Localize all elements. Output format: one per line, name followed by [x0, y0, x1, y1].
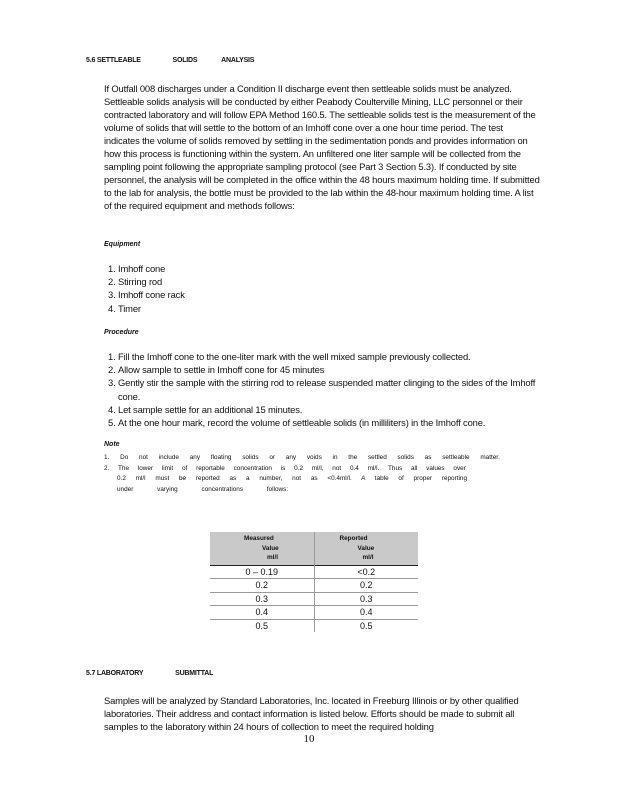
- table-row: [210, 592, 418, 606]
- list-item: 3. Gently stir the sample with the stirring rod to release suspended matter clinging to the sides of the Imhoff cone.: [118, 376, 558, 402]
- header-line: Value: [262, 544, 279, 552]
- measured-cell: 0.2: [210, 579, 314, 593]
- header-line: ml/l: [267, 554, 279, 561]
- section-number-title: 5.6 SETTLEABLE: [86, 57, 141, 64]
- list-item: 4. Timer: [118, 302, 558, 315]
- header-line: Reported: [339, 535, 368, 542]
- table-row: [210, 606, 418, 620]
- list-item: 1. Fill the Imhoff cone to the one-liter mark with the well mixed sample previously collected.: [118, 350, 558, 363]
- equipment-list: [104, 262, 558, 315]
- section-heading-5-7: [86, 670, 213, 677]
- table-row: [210, 565, 418, 579]
- measured-cell: 0.5: [210, 619, 314, 632]
- reported-cell: <0.2: [314, 565, 418, 579]
- list-item: 3. Imhoff cone rack: [118, 288, 558, 301]
- reporting-table: [210, 532, 418, 632]
- note-heading: Note: [104, 441, 120, 448]
- procedure-list: [104, 350, 558, 429]
- header-line: Measured: [244, 535, 274, 542]
- section-heading-5-6: [86, 57, 254, 64]
- reported-cell: 0.2: [314, 579, 418, 593]
- table-row: [210, 619, 418, 632]
- section-title-word: ANALYSIS: [221, 57, 255, 64]
- header-line: ml/l: [362, 554, 374, 561]
- measured-cell: 0.3: [210, 592, 314, 606]
- table-header-row: [210, 532, 418, 565]
- list-item: 2. Allow sample to settle in Imhoff cone for 45 minutes: [118, 363, 558, 376]
- section-title-word: SOLIDS: [172, 57, 198, 64]
- procedure-heading: Procedure: [104, 329, 139, 336]
- settleable-solids-paragraph: [104, 82, 540, 212]
- section-title-word: SUBMITTAL: [175, 670, 214, 677]
- reported-value-header: [314, 532, 418, 565]
- note-2-line-3: under varying concentrations follows:: [117, 485, 289, 493]
- laboratory-submittal-paragraph: [104, 694, 540, 733]
- page-number: 10: [303, 733, 315, 745]
- list-item: 4. Let sample settle for an additional 15 minutes.: [118, 403, 558, 416]
- list-item: 1. Imhoff cone: [118, 262, 558, 275]
- measured-cell: 0 – 0.19: [210, 565, 314, 579]
- list-item: 5. At the one hour mark, record the volume of settleable solids (in milliliters) in the Imhoff cone.: [118, 416, 558, 429]
- measured-value-header: [210, 532, 314, 565]
- notes-block: [104, 453, 524, 495]
- paragraph-text: If Outfall 008 discharges under a Condition II discharge event then settleable solids must be analyzed. Settleable solids analysis will be conducted by either Peabody Coulterville Mining, LLC personnel or their contracted laboratory and will follow EPA Method 160.5. The settleable solids test is the measurement of the volume of solids that will settle to the bottom of an Imhoff cone over a one hour time period. The test indicates the volume of solids removed by settling in the sedimentation ponds and provides information on how this process is functioning within the system. An unfiltered one liter sample will be collected from the sampling point following the appropriate sampling protocol (see Part 3 Section 5.3). If conducted by site personnel, the analysis will be completed in the office within the 48 hours maximum holding time. If submitted to the lab for analysis, the bottle must be provided to the lab within the 48-hour maximum holding time. A list of the required equipment and methods follows:: [104, 83, 540, 211]
- measured-cell: 0.4: [210, 606, 314, 620]
- reported-cell: 0.3: [314, 592, 418, 606]
- note-2-line-1: 2. The lower limit of reportable concentration is 0.2 ml/l, not 0.4 ml/l. Thus all values over: [104, 464, 466, 472]
- reported-cell: 0.4: [314, 606, 418, 620]
- table-row: [210, 579, 418, 593]
- note-1: 1. Do not include any floating solids or any voids in the settled solids as settleable matter.: [104, 454, 500, 461]
- list-item: 2. Stirring rod: [118, 275, 558, 288]
- equipment-heading: Equipment: [104, 241, 141, 248]
- paragraph-text: Samples will be analyzed by Standard Laboratories, Inc. located in Freeburg Illinois or by other qualified laboratories. Their address and contact information is listed below. Efforts should be made to submit all samples to the laboratory within 24 hours of collection to meet the required holding: [104, 695, 519, 732]
- header-line: Value: [357, 544, 375, 552]
- section-number-title: 5.7 LABORATORY: [86, 670, 144, 677]
- note-2-line-2: 0.2 ml/l must be reported as a number, not as <0.4ml/l. A table of proper reporting: [117, 475, 468, 482]
- reported-cell: 0.5: [314, 619, 418, 632]
